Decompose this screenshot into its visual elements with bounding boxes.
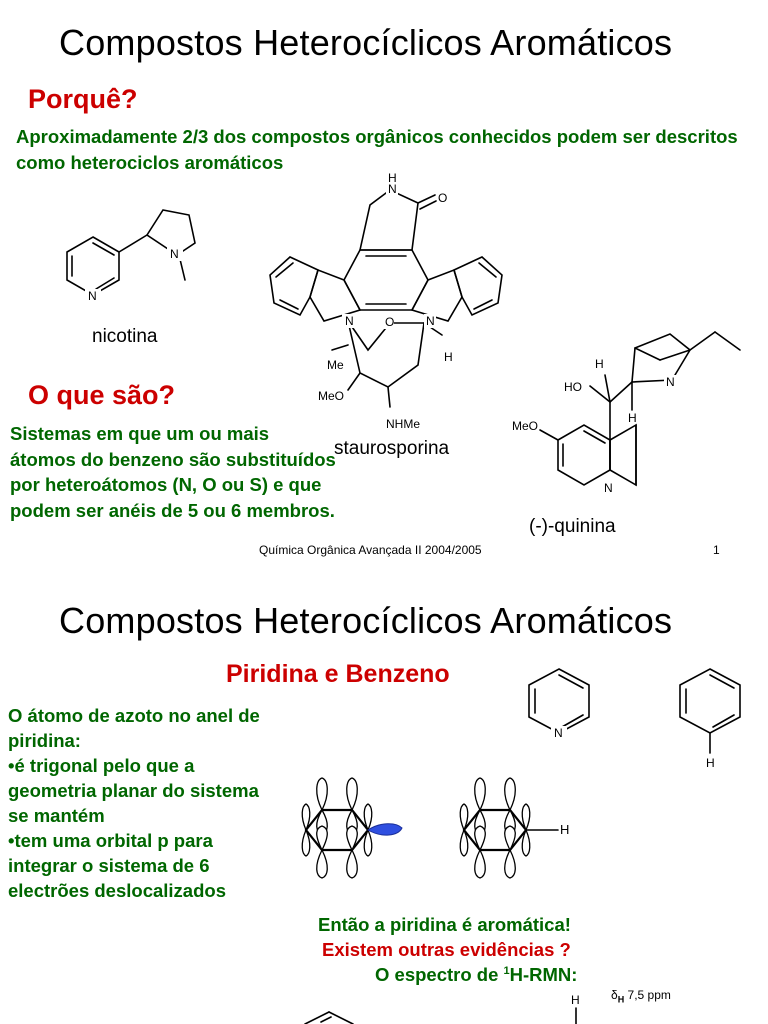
nmr-h-bond — [565, 992, 595, 1024]
partial-ring-bottom — [295, 990, 415, 1024]
nicotine-n-pyridine: N — [88, 289, 97, 303]
benzene-orbital-diagram — [458, 772, 578, 884]
quinine-ho: HO — [564, 380, 582, 394]
nmr-spectrum-line — [375, 964, 577, 986]
shift-subscript: H — [617, 994, 625, 1005]
pyridine-nitrogen-text — [8, 703, 278, 903]
slide1-page-number: 1 — [713, 543, 720, 557]
nicotina-label: nicotina — [92, 326, 158, 347]
quinina-label: (-)-quinina — [529, 516, 616, 537]
nicotine-structure — [55, 175, 215, 315]
staurosporine-h-lactam: H — [388, 171, 397, 185]
piridina-benzeno-heading: Piridina e Benzeno — [226, 660, 450, 688]
staurosporine-me: Me — [327, 358, 344, 372]
aromatic-conclusion: Então a piridina é aromática! — [318, 914, 571, 935]
staurosporine-n-lactam: N — [388, 182, 397, 196]
quinine-n-quinoline: N — [604, 481, 613, 495]
spectrum-suffix: H-RMN: — [509, 964, 578, 985]
nmr-h-atom: H — [571, 993, 580, 1007]
pyridine-orbital-diagram — [300, 772, 420, 884]
quinine-structure — [500, 320, 750, 510]
why-heading: Porquê? — [28, 84, 138, 114]
evidence-question: Existem outras evidências ? — [322, 939, 571, 960]
benzene-h: H — [706, 756, 715, 770]
benzene-structure — [676, 663, 756, 773]
slide2-title: Compostos Heterocíclicos Aromáticos — [59, 600, 673, 641]
nicotine-n-pyrrolidine: N — [170, 247, 179, 261]
chemical-shift-label — [611, 988, 671, 1004]
staurosporine-o-carbonyl: O — [438, 191, 448, 205]
quinine-n-bridge: N — [666, 375, 675, 389]
staurosporine-o-ring: O — [385, 315, 395, 329]
benzene-orbital-h: H — [560, 822, 570, 837]
quinine-h-carbinol: H — [595, 357, 604, 371]
slide1-footer: Química Orgânica Avançada II 2004/2005 — [259, 543, 482, 557]
staurosporine-n-left: N — [345, 314, 354, 328]
staurosporine-structure — [260, 171, 530, 445]
what-text: Sistemas em que um ou mais átomos do benzeno são substituídos por heteroátomos (N, O ou S) e que podem ser anéis de 5 ou 6 membros. — [10, 423, 336, 521]
why-text: Aproximadamente 2/3 dos compostos orgânicos conhecidos podem ser descritos como heterociclos aromáticos — [16, 126, 738, 173]
shift-delta: δ — [611, 988, 618, 1002]
quinine-meo: MeO — [512, 419, 539, 433]
bullet-trigonal: •é trigonal pelo que a geometria planar do sistema se mantém — [8, 755, 259, 826]
staurosporine-meo: MeO — [318, 389, 345, 403]
pyridine-n: N — [554, 726, 563, 740]
staurosporine-h: H — [444, 350, 453, 364]
pyridine-structure — [525, 663, 605, 748]
bullet-p-orbital: •tem uma orbital p para integrar o sistema de 6 electrões deslocalizados — [8, 830, 226, 901]
intro-text: O átomo de azoto no anel de piridina: — [8, 705, 260, 751]
what-heading: O que são? — [28, 380, 176, 410]
staurosporine-n-right: N — [426, 314, 435, 328]
staurosporine-nhme: NHMe — [386, 417, 421, 431]
quinine-h-ring: H — [628, 411, 637, 425]
lone-pair-orbital — [368, 824, 402, 835]
spectrum-prefix: O espectro de — [375, 964, 504, 985]
shift-value: 7,5 ppm — [624, 988, 671, 1002]
slide1-title: Compostos Heterocíclicos Aromáticos — [59, 22, 673, 63]
staurosporina-label: staurosporina — [334, 438, 450, 459]
spectrum-superscript: 1 — [503, 964, 510, 977]
